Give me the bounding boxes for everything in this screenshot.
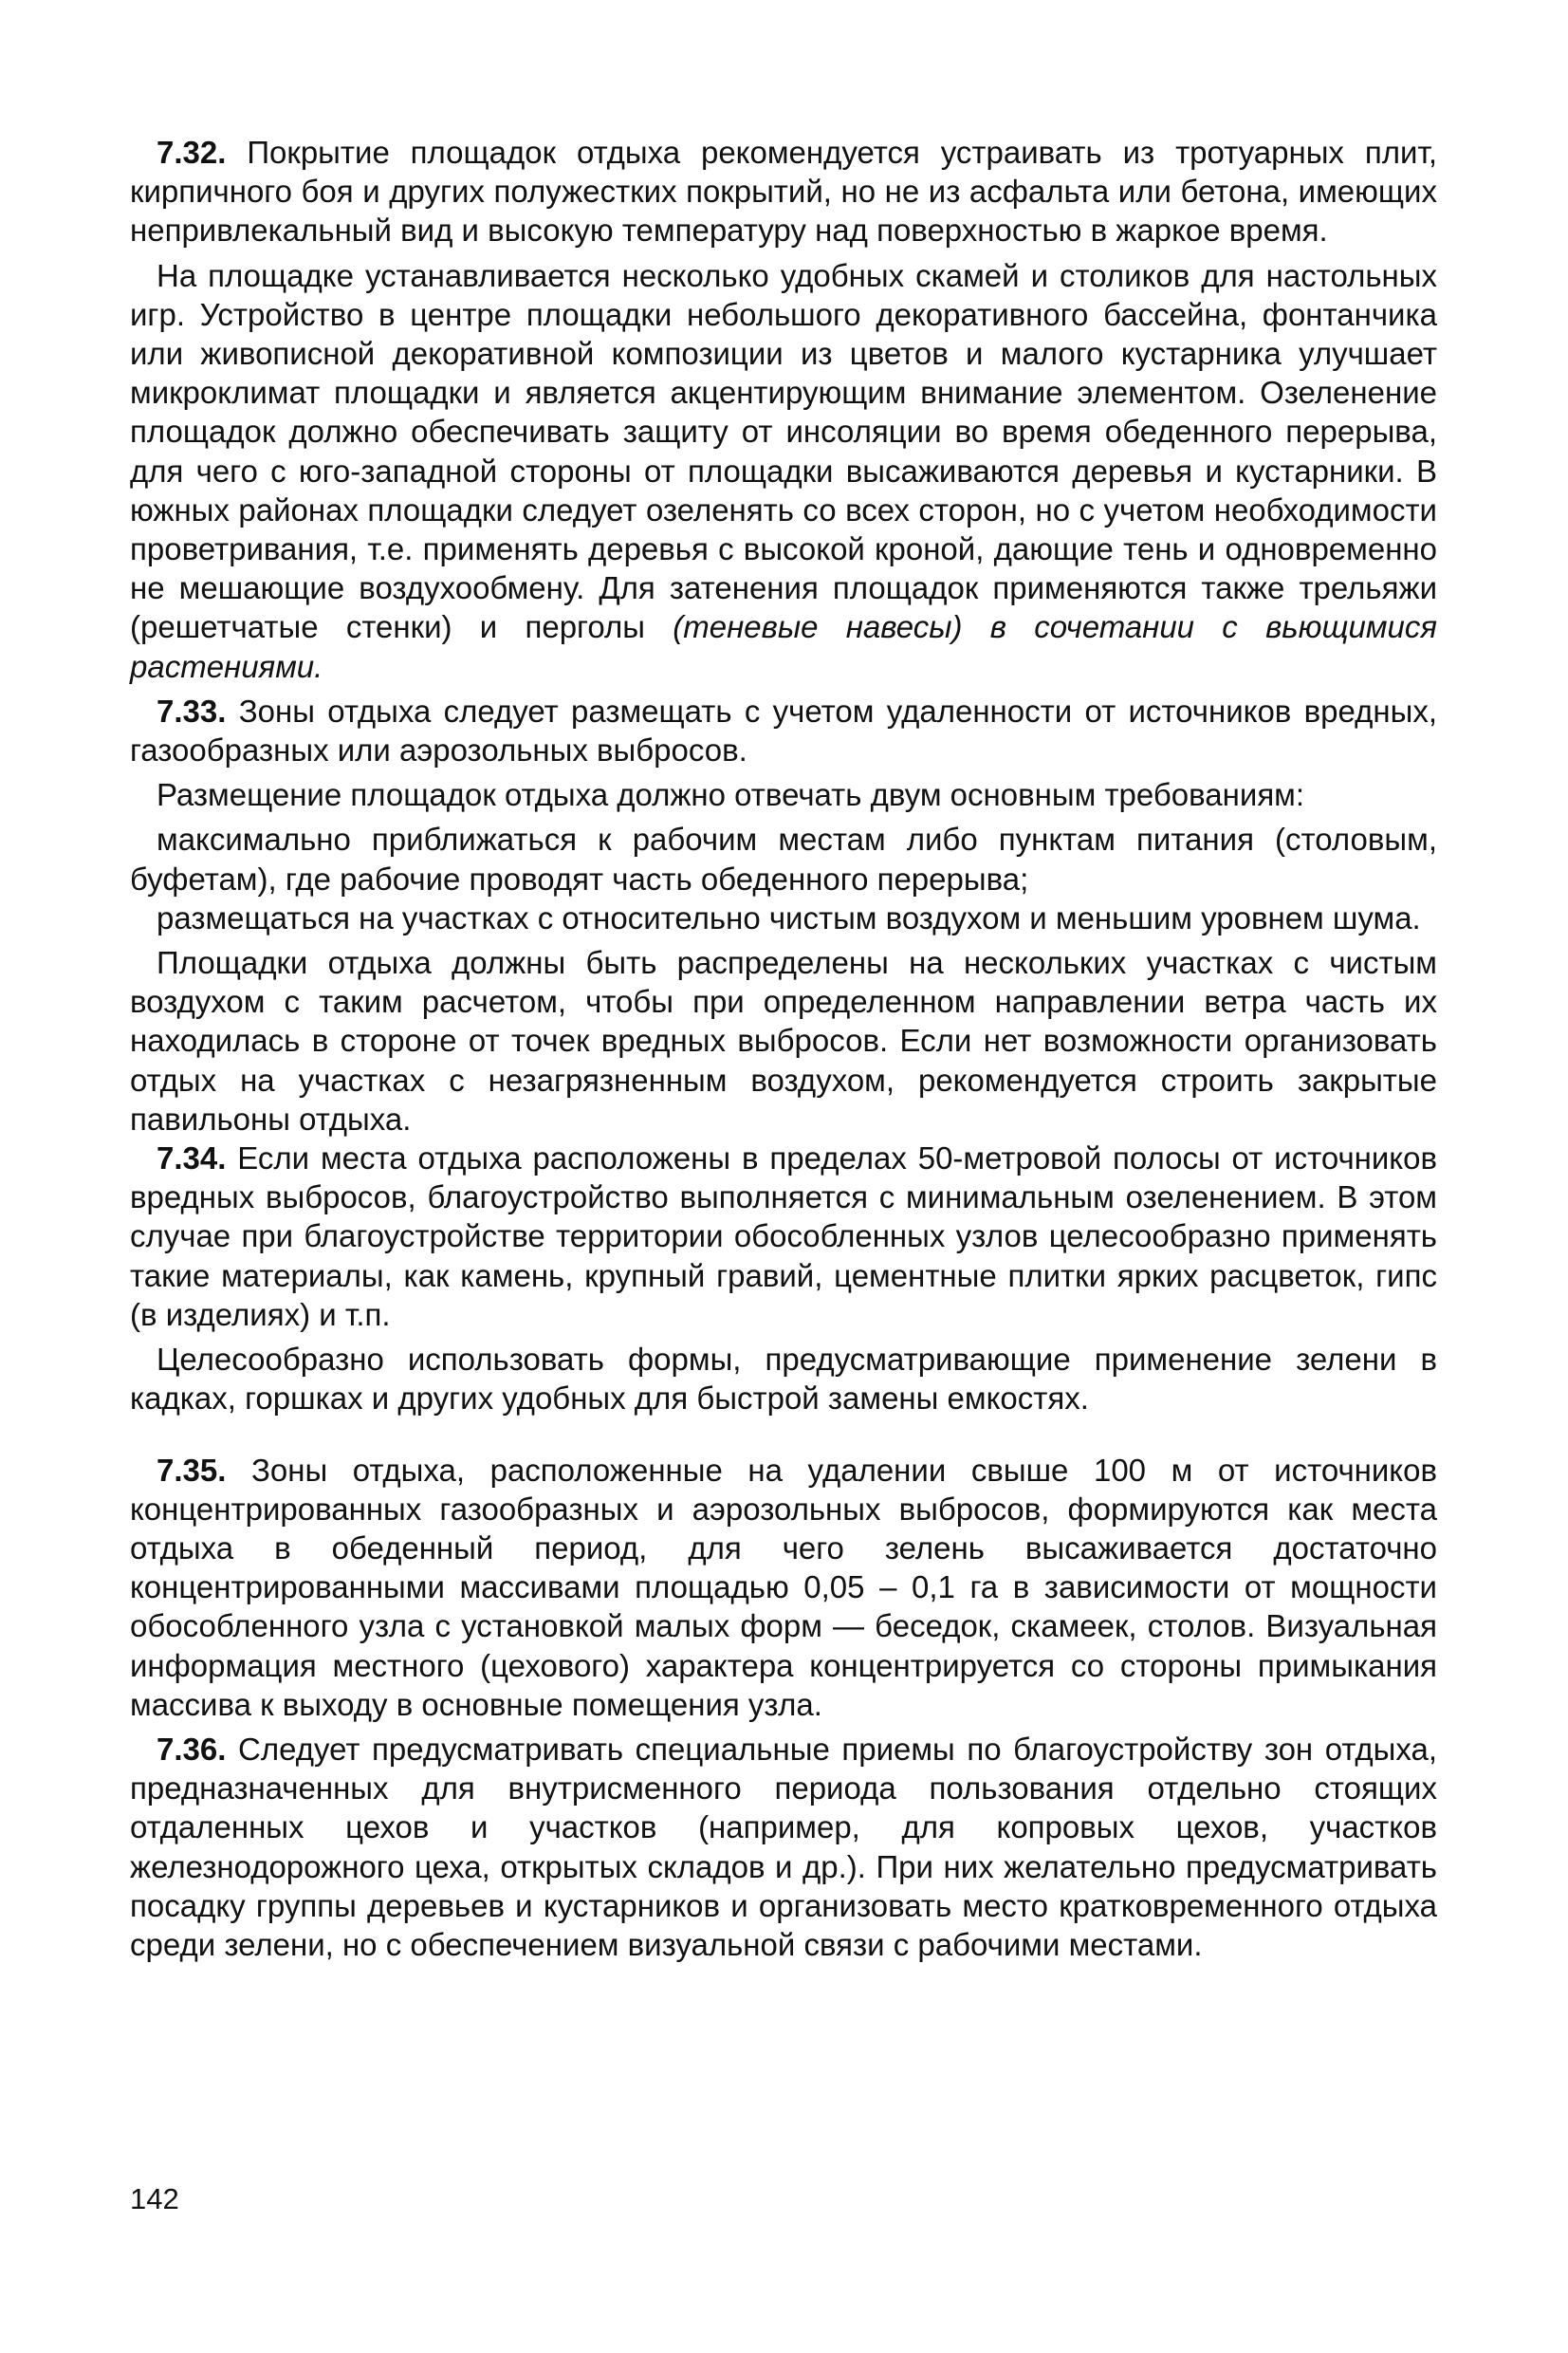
- paragraph-text: Целесообразно использовать формы, предусматривающие применение зелени в кадках, горшках и других удобных для быстрой замены емкостях.: [130, 1342, 1437, 1417]
- paragraph-text: Зоны отдыха следует размещать с учетом удаленности от источников вредных, газообразных или аэрозольных выбросов.: [130, 693, 1437, 769]
- paragraph-text: максимально приближаться к рабочим местам либо пунктам питания (столовым, буфетам), где рабочие проводят часть обеденного перерыва;: [130, 822, 1437, 897]
- paragraph-text: Размещение площадок отдыха должно отвечать двум основным требованиям:: [157, 777, 1305, 813]
- paragraph-text: Зоны отдыха, расположенные на удалении свыше 100 м от источников концентрированных газообразных и аэрозольных выбросов, формируются как места отдыха в обеденный период, для чего зелень высаживается достаточно концентрированными массивами площадью 0,05 – 0,1 га в зависимости от мощности обособленного узла с установкой малых форм — беседок, скамеек, столов. Визуальная информация местного (цехового) характера концентрируется со стороны примыкания массива к выходу в основные помещения узла.: [130, 1452, 1437, 1722]
- paragraph-forms: [130, 1340, 1437, 1417]
- list-item-requirement-2: [130, 899, 1437, 937]
- paragraph-text: Площадки отдыха должны быть распределены на нескольких участках с чистым воздухом с таким расчетом, чтобы при определенном направлении ветра часть их находилась в стороне от точек вредных выбросов. Если нет возможности организовать отдых на участках с незагрязненным воздухом, рекомендуется строить закрытые павильоны отдыха.: [130, 945, 1437, 1137]
- section-number: 7.35.: [157, 1452, 227, 1488]
- paragraph-rest-area-furniture: [130, 256, 1437, 686]
- paragraph-7-35: [130, 1451, 1437, 1724]
- paragraph-text: Покрытие площадок отдыха рекомендуется устраивать из тротуарных плит, кирпичного боя и других полужестких покрытий, но не из асфальта или бетона, имеющих непривлекальный вид и высокую температуру над поверхностью в жаркое время.: [130, 135, 1438, 249]
- section-number: 7.34.: [157, 1140, 227, 1176]
- section-number: 7.33.: [157, 693, 227, 729]
- paragraph-7-34: [130, 1139, 1437, 1334]
- paragraph-7-33: [130, 692, 1437, 769]
- page-number: 142: [130, 2182, 179, 2215]
- paragraph-distribution: [130, 943, 1437, 1139]
- paragraph-text: Если места отдыха расположены в пределах 50-метровой полосы от источников вредных выбросов, благоустройство выполняется с минимальным озеленением. В этом случае при благоустройстве территории обособленных узлов целесообразно применять такие материалы, как камень, крупный гравий, цементные плитки ярких расцветок, гипс (в изделиях) и т.п.: [130, 1140, 1438, 1332]
- paragraph-italic-text: (теневые навесы) в сочетании с вьющимися растениями.: [130, 609, 1437, 684]
- section-number: 7.36.: [157, 1731, 227, 1767]
- paragraph-text: размещаться на участках с относительно чистым воздухом и меньшим уровнем шума.: [157, 899, 1421, 936]
- paragraph-text: На площадке устанавливается несколько удобных скамей и столиков для настольных игр. Устройство в центре площадки небольшого декоративного бассейна, фонтанчика или живописной декоративной композиции из цветов и малого кустарника улучшает микроклимат площадки и является акцентирующим внимание элементом. Озеленение площадок должно обеспечивать защиту от инсоляции во время обеденного перерыва, для чего с юго-западной стороны от площадки высаживаются деревья и кустарники. В южных районах площадки следует озеленять со всех сторон, но с учетом необходимости проветривания, т.е. применять деревья с высокой кроной, дающие тень и одновременно не мешающие воздухообмену. Для затенения площадок применяются также трельяжи (решетчатые стенки) и перголы: [130, 257, 1437, 645]
- paragraph-text: Следует предусматривать специальные приемы по благоустройству зон отдыха, предназначенных для внутрисменного периода пользования отдельно стоящих отдаленных цехов и участков (например, для копровых цехов, участков железнодорожного цеха, открытых складов и др.). При них желательно предусматривать посадку группы деревьев и кустарников и организовать место кратковременного отдыха среди зелени, но с обеспечением визуальной связи с рабочими местами.: [130, 1731, 1437, 1962]
- section-number: 7.32.: [157, 135, 227, 170]
- list-item-requirement-1: [130, 820, 1437, 898]
- paragraph-placement-requirements: [130, 775, 1437, 814]
- paragraph-7-32: [130, 133, 1437, 250]
- page-body: [130, 133, 1437, 1964]
- paragraph-7-36: [130, 1730, 1437, 1964]
